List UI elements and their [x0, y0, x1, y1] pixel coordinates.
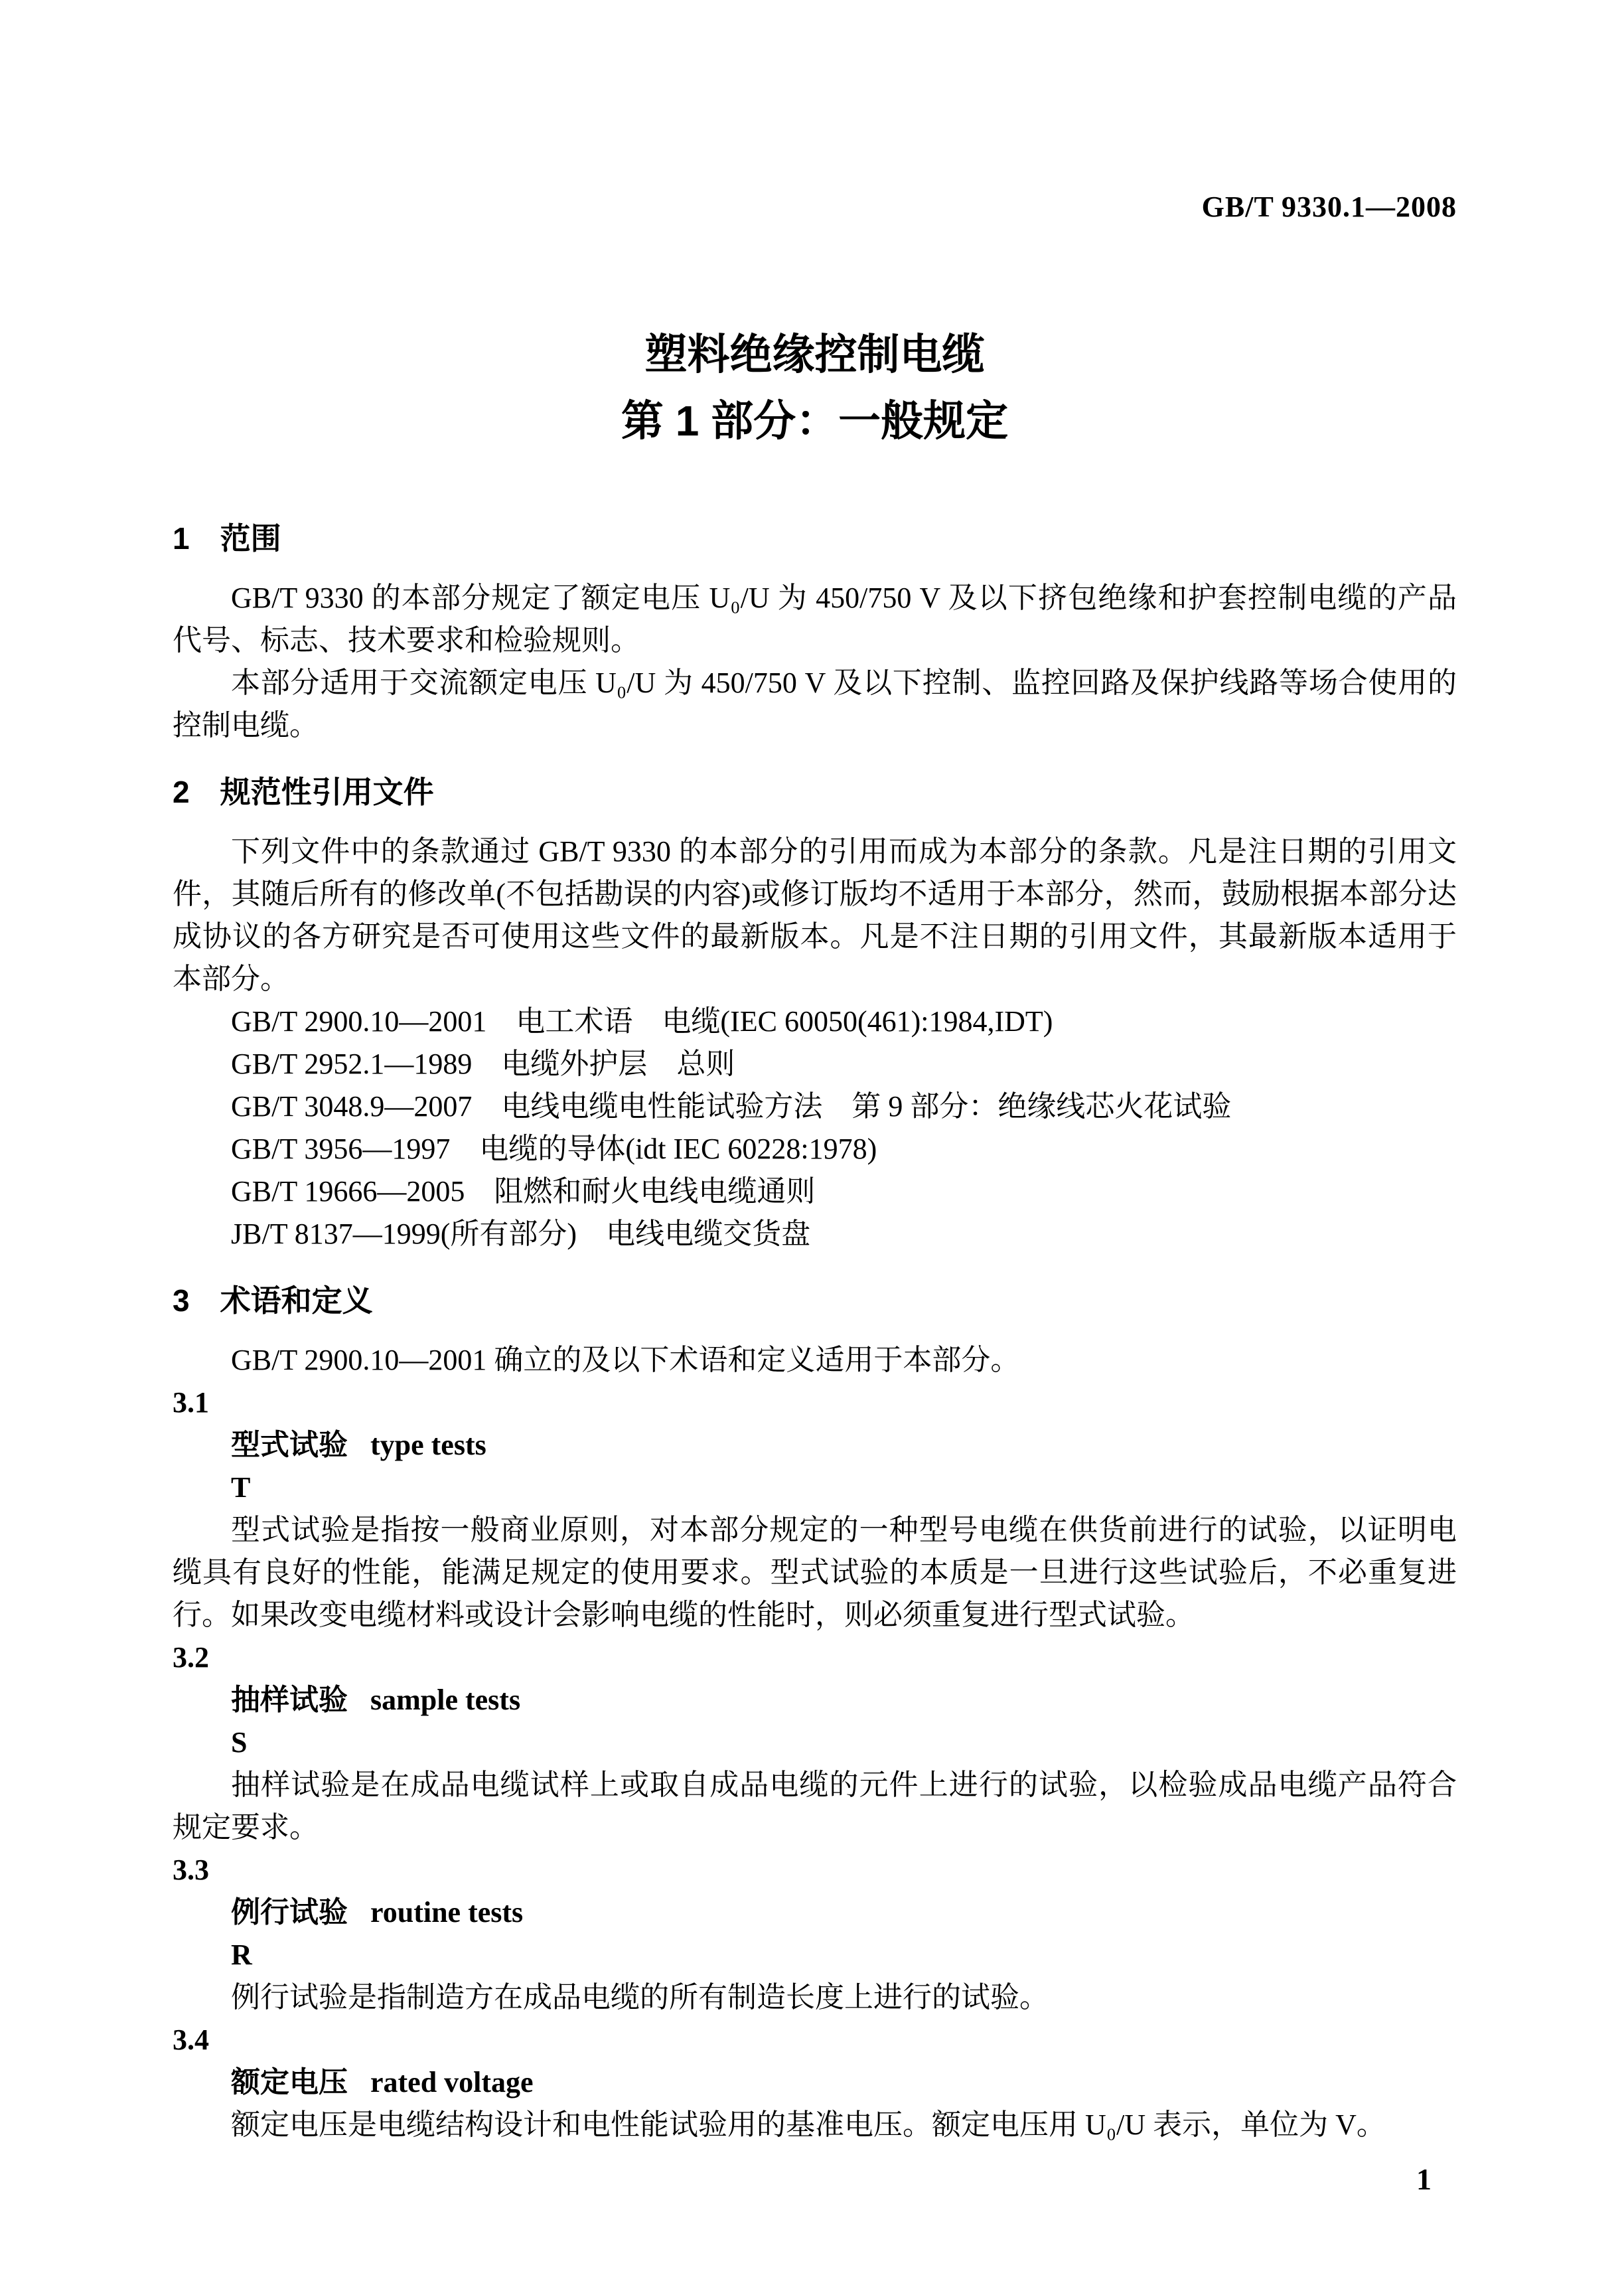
term-definition: 例行试验是指制造方在成品电缆的所有制造长度上进行的试验。 — [231, 1981, 1049, 2014]
term-name-zh: 型式试验 — [231, 1429, 348, 1461]
term-definition: 额定电压是电缆结构设计和电性能试验用的基准电压。额定电压用 U₀/U 表示，单位为 V。 — [231, 2108, 1386, 2141]
document-title: 塑料绝缘控制电缆 — [644, 331, 985, 378]
section-2-title: 规范性引用文件 — [220, 775, 434, 809]
term-name — [173, 1679, 1457, 1721]
term-clause-number: 3.2 — [173, 1641, 209, 1674]
scope-paragraph-2: 本部分适用于交流额定电压 U₀/U 为 450/750 V 及以下控制、监控回路及保护线路等场合使用的控制电缆。 — [173, 667, 1457, 742]
term-name-en: sample tests — [370, 1684, 521, 1716]
term-name — [173, 1424, 1457, 1466]
section-3-number: 3 — [173, 1283, 190, 1318]
term-name-en: rated voltage — [370, 2066, 534, 2098]
term-name-zh: 抽样试验 — [231, 1684, 348, 1716]
reference-item: GB/T 3956—1997 电缆的导体(idt IEC 60228:1978) — [231, 1133, 877, 1165]
term-name-en: type tests — [370, 1429, 486, 1461]
term-name-en: routine tests — [370, 1896, 524, 1929]
document-subtitle: 第 1 部分：一般规定 — [621, 397, 1009, 445]
references-intro-paragraph: 下列文件中的条款通过 GB/T 9330 的本部分的引用而成为本部分的条款。凡是注日期的引用文件，其随后所有的修改单(不包括勘误的内容)或修订版均不适用于本部分，然而，鼓励根据本部分达成协议的各方研究是否可使用这些文件的最新版本。凡是不注日期的引用文件，其最新版本适用于本部分。 — [173, 835, 1457, 995]
term-name — [173, 2061, 1457, 2104]
standard-code: GB/T 9330.1—2008 — [1201, 191, 1457, 223]
reference-item: GB/T 19666—2005 阻燃和耐火电线电缆通则 — [231, 1175, 816, 1208]
term-name-zh: 例行试验 — [231, 1896, 348, 1929]
section-1-number: 1 — [173, 521, 190, 556]
reference-item: GB/T 2900.10—2001 电工术语 电缆(IEC 60050(461):1984,IDT) — [231, 1005, 1053, 1038]
section-3-title: 术语和定义 — [220, 1283, 373, 1318]
terms-intro-paragraph: GB/T 2900.10—2001 确立的及以下术语和定义适用于本部分。 — [231, 1344, 1020, 1376]
term-clause-number: 3.1 — [173, 1386, 209, 1419]
term-definition: 型式试验是指按一般商业原则，对本部分规定的一种型号电缆在供货前进行的试验，以证明电缆具有良好的性能，能满足规定的使用要求。型式试验的本质是一旦进行这些试验后，不必重复进行。如果改变电缆材料或设计会影响电缆的性能时，则必须重复进行型式试验。 — [173, 1514, 1457, 1631]
page-number: 1 — [1416, 2162, 1432, 2196]
term-clause-number: 3.3 — [173, 1854, 209, 1886]
term-symbol: T — [231, 1471, 251, 1504]
term-definition: 抽样试验是在成品电缆试样上或取自成品电缆的元件上进行的试验，以检验成品电缆产品符合规定要求。 — [173, 1769, 1457, 1844]
reference-item: GB/T 3048.9—2007 电线电缆电性能试验方法 第 9 部分：绝缘线芯火花试验 — [231, 1090, 1232, 1123]
term-symbol: R — [231, 1939, 252, 1971]
reference-item: JB/T 8137—1999(所有部分) 电线电缆交货盘 — [231, 1218, 811, 1250]
section-2-heading — [173, 771, 1457, 813]
section-1-title: 范围 — [220, 521, 281, 556]
term-clause-number: 3.4 — [173, 2023, 209, 2056]
section-2-number: 2 — [173, 775, 190, 809]
document-title-block — [173, 321, 1457, 454]
term-name — [173, 1891, 1457, 1934]
reference-item: GB/T 2952.1—1989 电缆外护层 总则 — [231, 1048, 735, 1080]
term-symbol: S — [231, 1726, 248, 1759]
term-name-zh: 额定电压 — [231, 2066, 348, 2098]
scope-paragraph-1: GB/T 9330 的本部分规定了额定电压 U₀/U 为 450/750 V 及以下挤包绝缘和护套控制电缆的产品代号、标志、技术要求和检验规则。 — [173, 582, 1457, 657]
section-3-heading — [173, 1279, 1457, 1322]
section-1-heading — [173, 517, 1457, 560]
